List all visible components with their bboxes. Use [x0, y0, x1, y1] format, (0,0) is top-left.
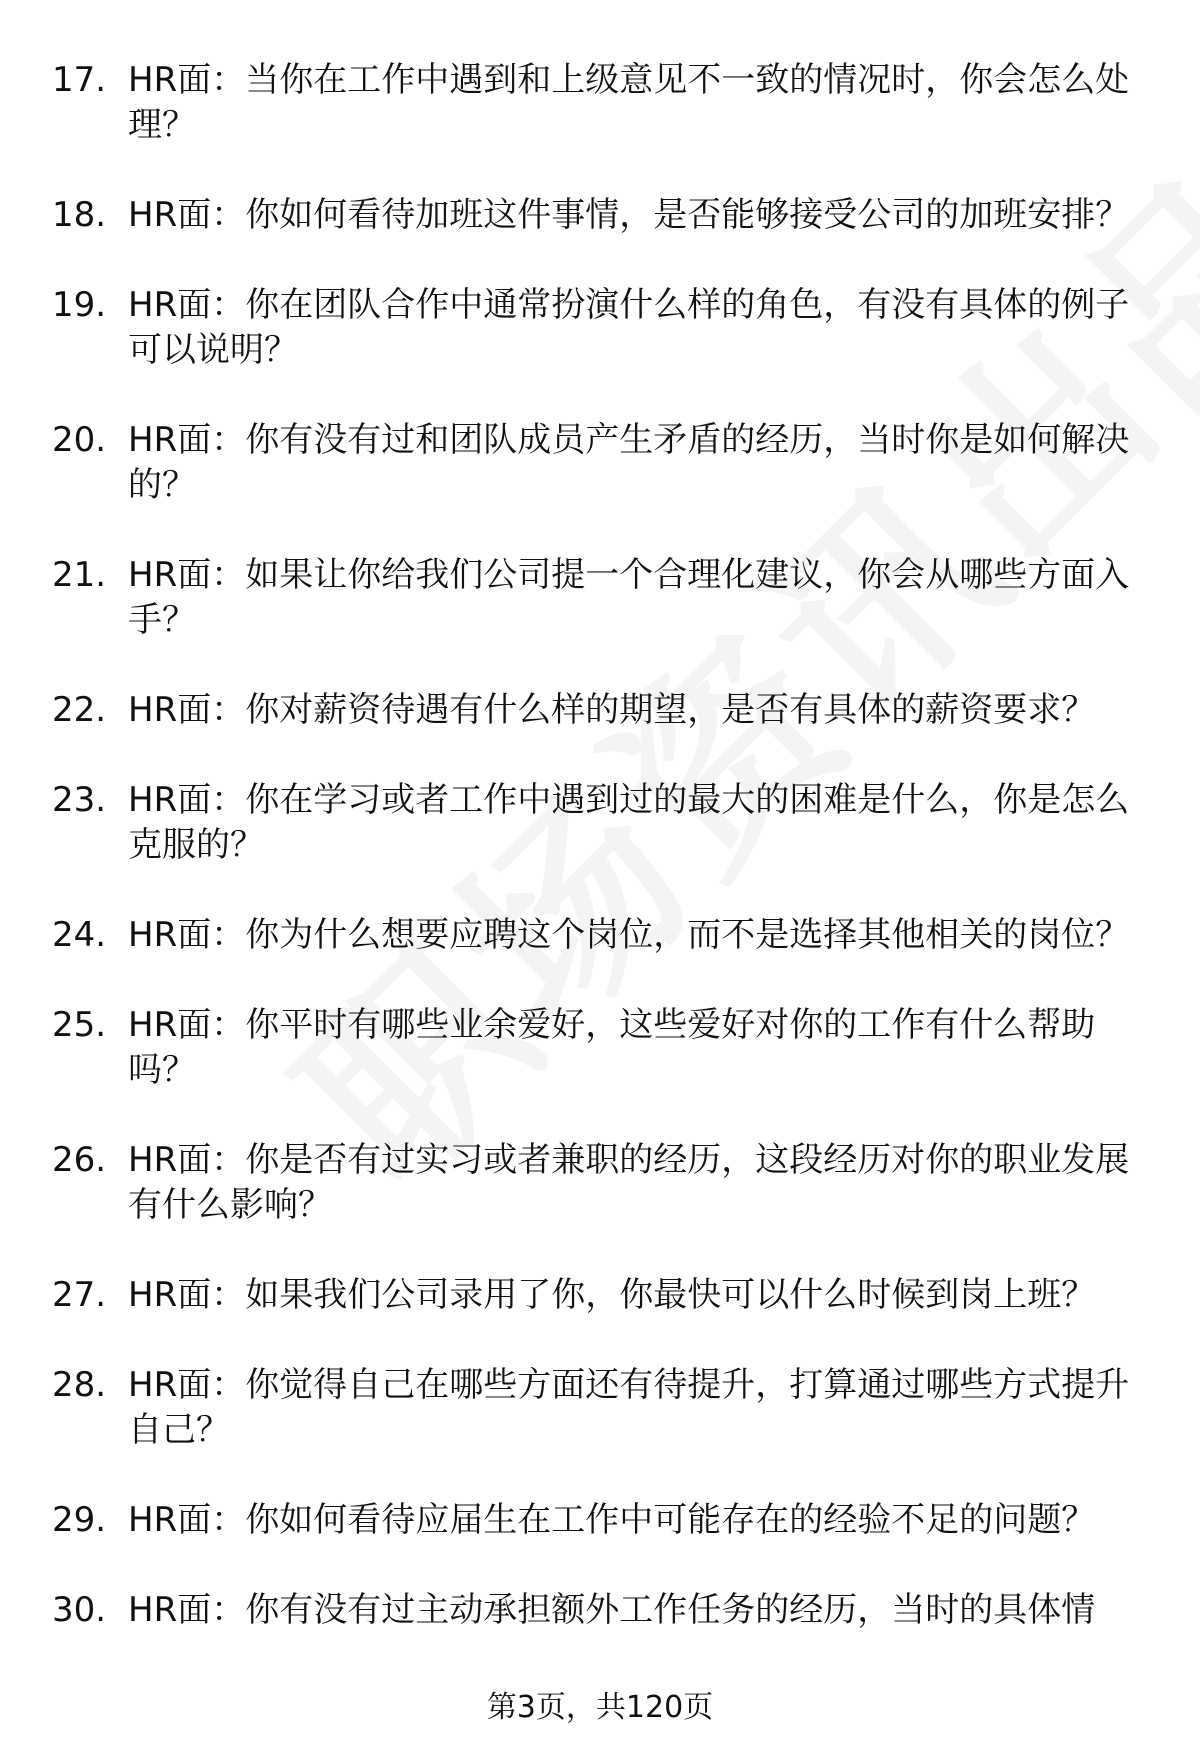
- question-text: HR面：如果我们公司录用了你，你最快可以什么时候到岗上班？: [128, 1275, 1096, 1315]
- question-item: [0, 688, 1200, 733]
- question-text: HR面：你为什么想要应聘这个岗位，而不是选择其他相关的岗位？: [128, 915, 1130, 955]
- question-item: [0, 1363, 1200, 1453]
- question-text: HR面：你平时有哪些业余爱好，这些爱好对你的工作有什么帮助吗？: [128, 1005, 1096, 1090]
- question-item: [0, 283, 1200, 373]
- question-item: [0, 1273, 1200, 1318]
- question-number: 22.: [52, 690, 107, 730]
- question-text: HR面：你在团队合作中通常扮演什么样的角色，有没有具体的例子可以说明？: [128, 285, 1130, 370]
- question-text: HR面：你如何看待加班这件事情，是否能够接受公司的加班安排？: [128, 195, 1130, 235]
- question-item: [0, 1498, 1200, 1543]
- question-item: [0, 1138, 1200, 1228]
- question-text: HR面：你有没有过和团队成员产生矛盾的经历，当时你是如何解决的？: [128, 420, 1130, 505]
- question-text: HR面：当你在工作中遇到和上级意见不一致的情况时，你会怎么处理？: [128, 60, 1130, 145]
- question-number: 30.: [52, 1590, 107, 1630]
- question-item: [0, 1003, 1200, 1093]
- question-number: 23.: [52, 780, 107, 820]
- question-text: HR面：你有没有过主动承担额外工作任务的经历，当时的具体情: [128, 1590, 1096, 1630]
- question-number: 28.: [52, 1365, 107, 1405]
- question-text: HR面：你对薪资待遇有什么样的期望，是否有具体的薪资要求？: [128, 690, 1096, 730]
- question-number: 19.: [52, 285, 107, 325]
- page-footer: 第3页，共120页: [486, 1690, 714, 1725]
- question-text: HR面：如果让你给我们公司提一个合理化建议，你会从哪些方面入手？: [128, 555, 1130, 640]
- question-item: [0, 193, 1200, 238]
- question-item: [0, 553, 1200, 643]
- question-number: 17.: [52, 60, 107, 100]
- question-number: 29.: [52, 1500, 107, 1540]
- question-list: [0, 58, 1200, 1678]
- question-number: 27.: [52, 1275, 107, 1315]
- question-number: 18.: [52, 195, 107, 235]
- question-item: [0, 1588, 1200, 1633]
- question-number: 25.: [52, 1005, 107, 1045]
- question-text: HR面：你是否有过实习或者兼职的经历，这段经历对你的职业发展有什么影响？: [128, 1140, 1130, 1225]
- question-item: [0, 58, 1200, 148]
- question-item: [0, 778, 1200, 868]
- question-item: [0, 418, 1200, 508]
- question-text: HR面：你如何看待应届生在工作中可能存在的经验不足的问题？: [128, 1500, 1096, 1540]
- question-item: [0, 913, 1200, 958]
- question-text: HR面：你觉得自己在哪些方面还有待提升，打算通过哪些方式提升自己？: [128, 1365, 1130, 1450]
- question-number: 26.: [52, 1140, 107, 1180]
- question-text: HR面：你在学习或者工作中遇到过的最大的困难是什么，你是怎么克服的？: [128, 780, 1130, 865]
- question-number: 24.: [52, 915, 107, 955]
- question-number: 20.: [52, 420, 107, 460]
- question-number: 21.: [52, 555, 107, 595]
